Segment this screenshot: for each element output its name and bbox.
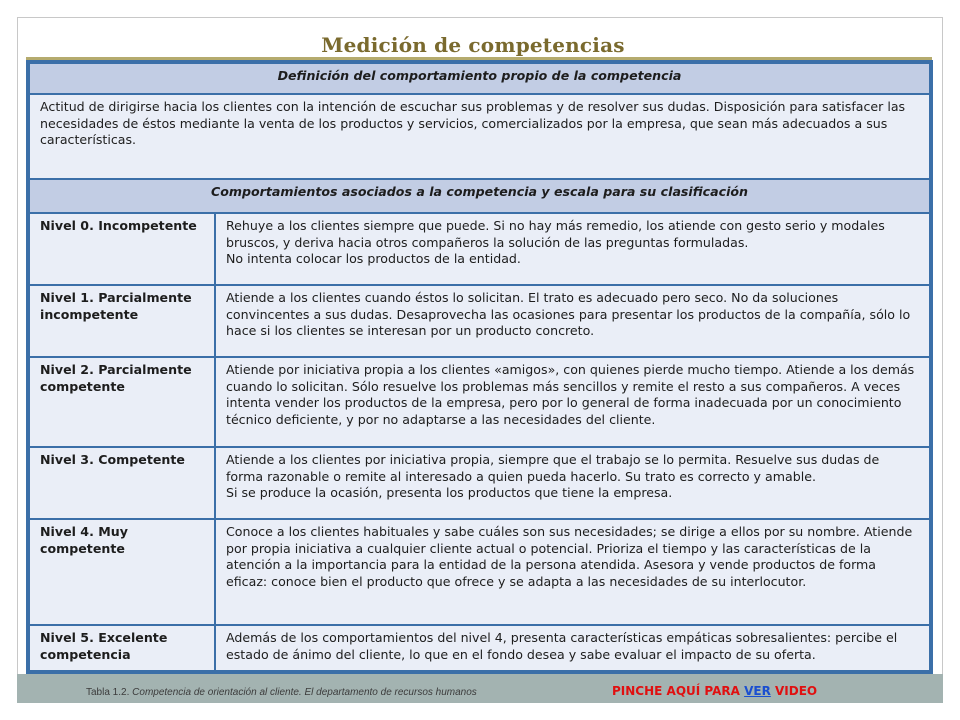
definition-header-row: [29, 63, 930, 94]
video-link-suffix: VIDEO: [770, 684, 818, 698]
watch-video-link[interactable]: [612, 684, 817, 698]
level-name: Nivel 4. Muy competente: [29, 519, 215, 625]
video-link-ver[interactable]: VER: [744, 684, 771, 698]
level-name: Nivel 3. Competente: [29, 447, 215, 519]
slide-title: Medición de competencias: [321, 33, 625, 57]
definition-header: Definición del comportamiento propio de la competencia: [29, 63, 930, 94]
level-name: Nivel 5. Excelente competencia: [29, 625, 215, 671]
video-link-prefix: PINCHE AQUÍ PARA: [612, 684, 745, 698]
level-description-line: Rehuye a los clientes siempre que puede. Si no hay más remedio, los atiende con gesto serio y modales bruscos, y deriva hacia otros compañeros la solución de las preguntas formuladas.: [226, 218, 885, 250]
level-description: [215, 285, 930, 357]
levels-header: Comportamientos asociados a la competencia y escala para su clasificación: [29, 179, 930, 213]
level-row: [29, 357, 930, 447]
definition-text: Actitud de dirigirse hacia los clientes con la intención de escuchar sus problemas y de resolver sus dudas. Disposición para satisfacer las necesidades de éstos mediante la venta de los productos y servicios, comercializados por la empresa, que sean más adecuados a sus características.: [29, 94, 930, 179]
competency-table: [26, 60, 933, 674]
level-description-line: Atiende a los clientes por iniciativa propia, siempre que el trabajo se lo permita. Resuelve sus dudas de forma razonable o remite al interesado a quien pueda hacerlo. Su trato es correcto y amable.: [226, 452, 880, 484]
level-name: Nivel 2. Parcialmente competente: [29, 357, 215, 447]
level-description-line: No intenta colocar los productos de la entidad.: [226, 251, 521, 266]
level-row: [29, 519, 930, 625]
level-description: [215, 519, 930, 625]
caption-text: Competencia de orientación al cliente. El departamento de recursos humanos: [132, 687, 477, 698]
level-description: [215, 357, 930, 447]
level-description-line: Además de los comportamientos del nivel 4, presenta características empáticas sobresalientes: percibe el estado de ánimo del cliente, lo que en el fondo desea y sabe evaluar el impacto de su oferta.: [226, 630, 898, 662]
level-row: [29, 447, 930, 519]
level-description-line: Atiende a los clientes cuando éstos lo solicitan. El trato es adecuado pero seco. No da soluciones convincentes a sus dudas. Desaprovecha las ocasiones para presentar los productos de la compañía, sólo lo hace si los clientes se interesan por un producto concreto.: [226, 290, 911, 338]
level-description-line: Conoce a los clientes habituales y sabe cuáles son sus necesidades; se dirige a ellos por su nombre. Atiende por propia iniciativa a cualquier cliente actual o potencial. Prioriza el tiempo y las características de la atención a la importancia para la entidad de la persona atendida. Asesora y vende productos de forma eficaz: conoce bien el producto que ofrece y se adapta a las necesidades de su interlocutor.: [226, 524, 913, 589]
level-description-line: Si se produce la ocasión, presenta los productos que tiene la empresa.: [226, 485, 673, 500]
level-description: [215, 213, 930, 285]
level-row: [29, 625, 930, 671]
level-row: [29, 213, 930, 285]
definition-row: [29, 94, 930, 179]
level-row: [29, 285, 930, 357]
level-description: [215, 625, 930, 671]
levels-header-row: [29, 179, 930, 213]
level-name: Nivel 1. Parcialmente incompetente: [29, 285, 215, 357]
caption-label: Tabla 1.2.: [86, 687, 130, 698]
level-description: [215, 447, 930, 519]
level-name: Nivel 0. Incompetente: [29, 213, 215, 285]
table-caption: [86, 687, 477, 698]
level-description-line: Atiende por iniciativa propia a los clientes «amigos», con quienes pierde mucho tiempo. Atiende a los demás cuando lo solicitan. Sólo resuelve los problemas más sencillos y remite el resto a sus compañeros. A veces intenta vender los productos de la empresa, pero por lo general de forma inadecuada por un conocimiento técnico deficiente, y por no adaptarse a las necesidades del cliente.: [226, 362, 915, 427]
competency-table-grid: [28, 62, 931, 672]
